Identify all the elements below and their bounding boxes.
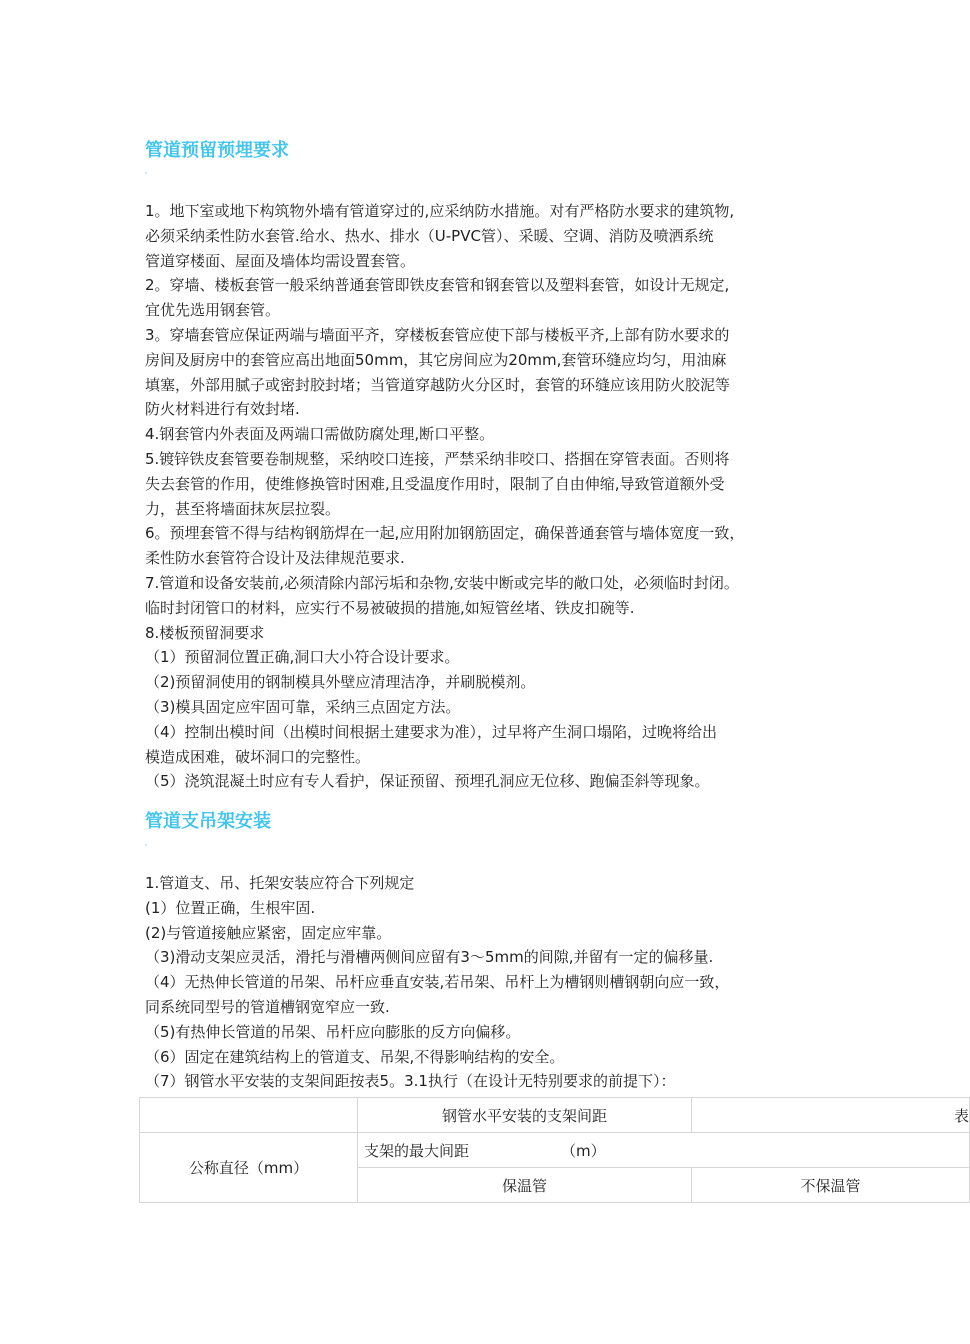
section-heading-pipe-supports: 管道支吊架安装 — [145, 811, 271, 832]
text-line: （5）浇筑混凝土时应有专人看护，保证预留、预埋孔洞应无位移、跑偏歪斜等现象。 — [145, 772, 710, 791]
text-line: （6）固定在建筑结构上的管道支、吊架,不得影响结构的安全。 — [145, 1047, 565, 1066]
text-line: 2。穿墙、楼板套管一般采纳普通套管即铁皮套管和钢套管以及塑料套管，如设计无规定, — [145, 276, 730, 295]
text-line: （4）控制出模时间（出模时间根据土建要求为准），过早将产生洞口塌陷，过晚将给出 — [145, 722, 718, 741]
text-line: 必须采纳柔性防水套管.给水、热水、排水（U-PVC管）、采暖、空调、消防及喷洒系统 — [145, 226, 714, 245]
text-line: 临时封闭管口的材料，应实行不易被破损的措施,如短管丝堵、铁皮扣碗等. — [145, 598, 635, 617]
section-heading-pipe-reservation: 管道预留预埋要求 — [145, 140, 289, 161]
uninsulated-pipe-header: 不保温管 — [692, 1168, 970, 1203]
text-line: （1）预留洞位置正确,洞口大小符合设计要求。 — [145, 648, 460, 667]
text-line: 1。地下室或地下构筑物外墙有管道穿过的,应采纳防水措施。对有严格防水要求的建筑物, — [145, 202, 735, 220]
section1-body — [145, 199, 813, 794]
table-label-cell: 表 — [692, 1098, 970, 1133]
text-line: 6。预埋套管不得与结构钢筋焊在一起,应用附加钢筋固定，确保普通套管与墙体宽度一致， — [145, 524, 745, 543]
text-line: （3)滑动支架应灵活，滑托与滑槽两侧间应留有3～5mm的间隙,并留有一定的偏移量. — [145, 948, 714, 967]
heading-divider-dot — [145, 172, 147, 174]
text-line: 失去套管的作用，使维修换管时困难,且受温度作用时，限制了自由伸缩,导致管道额外受 — [145, 474, 725, 493]
heading-divider-dot — [145, 844, 147, 846]
text-line: （7）钢管水平安装的支架间距按表5。3.1执行（在设计无特别要求的前提下）： — [145, 1072, 676, 1091]
text-line: 7.管道和设备安装前,必须清除内部污垢和杂物,安装中断或完毕的敞口处，必须临时封闭。 — [145, 573, 739, 592]
text-line: 填塞，外部用腻子或密封胶封堵；当管道穿越防火分区时，套管的环缝应该用防火胶泥等 — [145, 375, 731, 394]
text-line: 模造成困难，破坏洞口的完整性。 — [145, 747, 371, 766]
table-title-cell: 钢管水平安装的支架间距 — [358, 1098, 692, 1133]
table-empty-cell — [140, 1098, 358, 1133]
unit-label: （m） — [561, 1141, 606, 1160]
text-line: 柔性防水套管符合设计及法律规范要求. — [145, 549, 405, 568]
text-line: (1）位置正确，生根牢固. — [145, 898, 316, 917]
text-line: 8.楼板预留洞要求 — [145, 623, 265, 642]
text-line: 宜优先选用钢套管。 — [145, 301, 281, 320]
text-line: 同系统同型号的管道槽钢宽窄应一致. — [145, 997, 390, 1016]
support-spacing-table — [139, 1097, 970, 1203]
text-line: 防火材料进行有效封堵. — [145, 400, 300, 419]
text-line: 1.管道支、吊、托架安装应符合下列规定 — [145, 874, 415, 892]
text-line: 4.钢套管内外表面及两端口需做防腐处理,断口平整。 — [145, 425, 495, 444]
max-spacing-label: 支架的最大间距 — [364, 1141, 470, 1160]
text-line: （5)有热伸长管道的吊架、吊杆应向膨胀的反方向偏移。 — [145, 1022, 521, 1041]
text-line: （4）无热伸长管道的吊架、吊杆应垂直安装,若吊架、吊杆上为槽钢则槽钢朝向应一致， — [145, 973, 730, 992]
text-line: （2)预留洞使用的钢制模具外壁应清理洁净，并刷脱模剂。 — [145, 673, 536, 692]
insulated-pipe-header: 保温管 — [358, 1168, 692, 1203]
text-line: 管道穿楼面、屋面及墙体均需设置套管。 — [145, 251, 416, 270]
text-line: 3。穿墙套管应保证两端与墙面平齐，穿楼板套管应使下部与楼板平齐,上部有防水要求的 — [145, 325, 730, 344]
text-line: 5.镀锌铁皮套管要卷制规整，采纳咬口连接，严禁采纳非咬口、搭掴在穿管表面。否则将 — [145, 449, 730, 468]
text-line: (2)与管道接触应紧密，固定应牢靠。 — [145, 923, 392, 942]
text-line: 房间及厨房中的套管应高出地面50mm，其它房间应为20mm,套管环缝应均匀，用油麻 — [145, 350, 727, 369]
max-spacing-header — [358, 1133, 970, 1168]
section2-body — [145, 871, 813, 1094]
nominal-diameter-header: 公称直径（mm） — [140, 1133, 358, 1203]
text-line: 力，甚至将墙面抹灰层拉裂。 — [145, 499, 341, 518]
text-line: （3)模具固定应牢固可靠，采纳三点固定方法。 — [145, 697, 461, 716]
